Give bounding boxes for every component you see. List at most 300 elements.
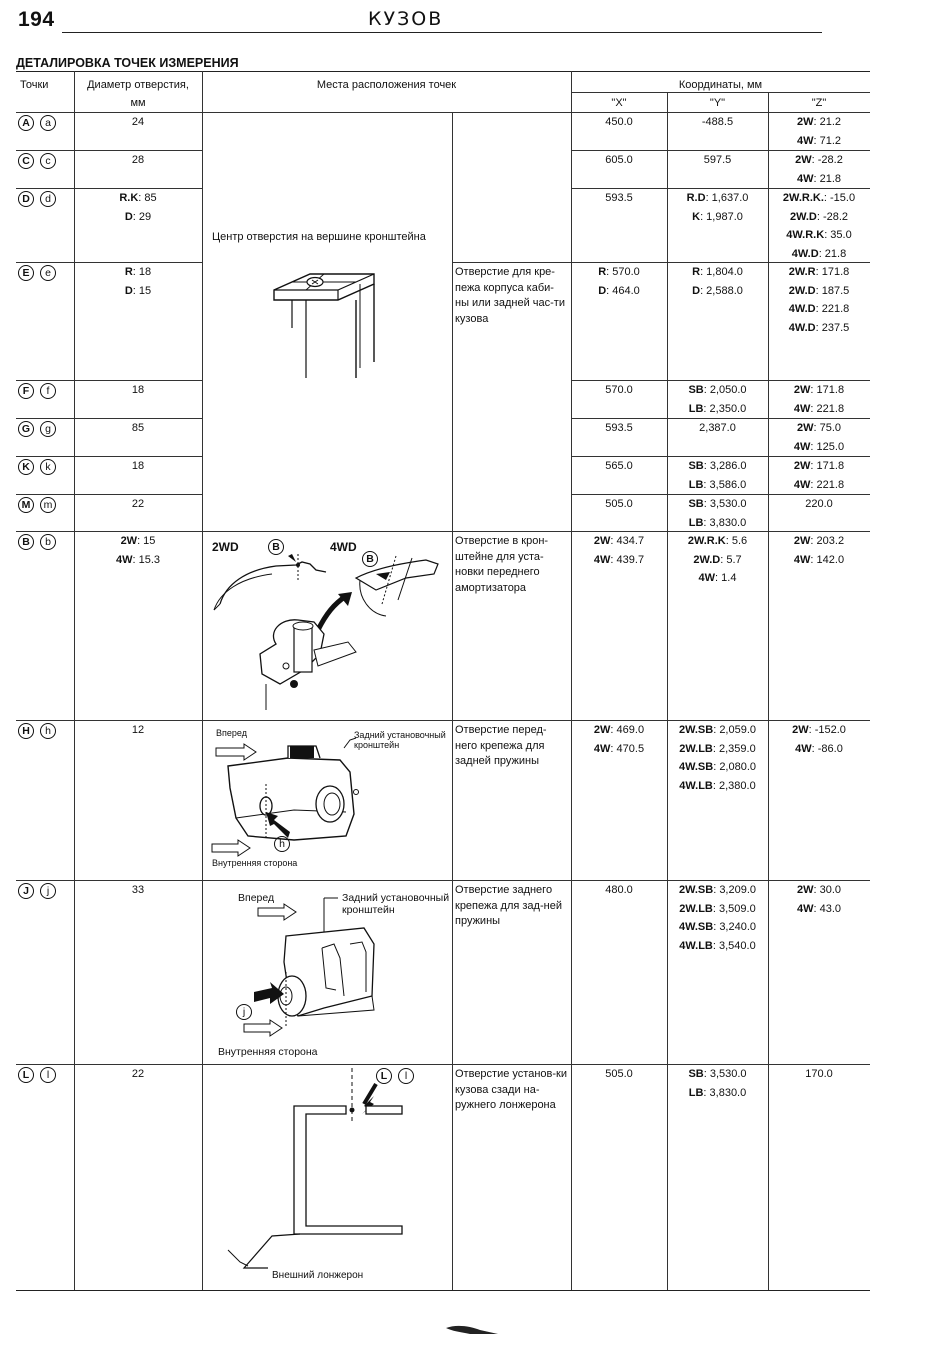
label-4wd: 4WD (330, 540, 357, 554)
marker-b-4wd (362, 551, 384, 567)
coord-x-cell (571, 721, 667, 758)
value-number: : 221.8 (810, 478, 845, 491)
value-line: -488.5 (701, 116, 734, 128)
point-lower-icon: d (40, 191, 56, 207)
value-code: 2W.SB (678, 724, 714, 736)
coord-z-cell (768, 381, 870, 418)
value-number: : 43.0 (813, 902, 842, 915)
value-line: 2,387.0 (699, 422, 736, 434)
location-description: Отверстие перед-него крепежа для задней пружины (455, 724, 547, 767)
point-d (18, 190, 62, 209)
coord-z-cell (768, 419, 870, 456)
grid-line (571, 71, 572, 1290)
value-line (667, 400, 768, 419)
coord-y-cell (667, 881, 768, 955)
value-code: 2W.R.K (687, 535, 726, 547)
location-description: Отверстие установ-ки кузова сзади на-ружнего лонжерона (455, 1068, 567, 1111)
value-code: D (124, 284, 133, 297)
point-m (18, 496, 62, 515)
coord-y-cell (667, 721, 768, 795)
value-number: : -28.2 (816, 210, 849, 223)
value-code: R (124, 266, 133, 278)
value-number: : 30.0 (813, 884, 842, 896)
point-lower-icon: f (40, 383, 56, 399)
value-code: 4W (795, 742, 812, 755)
value-line (667, 881, 768, 900)
value-line (667, 551, 768, 570)
point-upper-icon: A (18, 115, 34, 131)
value-number: : 75.0 (813, 422, 842, 434)
point-upper-icon: B (18, 534, 34, 550)
value-line: 22 (131, 498, 145, 510)
header-y: "Y" (709, 97, 726, 109)
value-number: : 2,359.0 (712, 742, 756, 755)
front-spring-mount-figure (208, 728, 452, 876)
coord-x-cell (571, 532, 667, 569)
value-line (74, 263, 202, 282)
value-line (768, 438, 870, 457)
title-rule (16, 71, 870, 72)
value-number: : 5.6 (725, 535, 748, 547)
value-number: : 469.0 (610, 724, 645, 736)
value-number: : 1,637.0 (705, 192, 749, 204)
value-code: 4W (796, 134, 814, 147)
grid-line (452, 531, 571, 532)
value-code: 4W.D (791, 247, 819, 260)
coord-y-cell (667, 381, 768, 418)
point-lower-icon: h (40, 723, 56, 739)
value-line: 597.5 (703, 154, 732, 166)
value-line (768, 170, 870, 189)
value-line: 24 (131, 116, 145, 128)
header-points: Точки (20, 79, 49, 91)
header-diameter: Диаметр отверстия, (87, 79, 189, 91)
value-number: : 187.5 (815, 284, 850, 297)
value-number: : 3,209.0 (713, 884, 757, 896)
value-line (768, 319, 870, 338)
value-code: 2W.D (788, 284, 816, 297)
value-line (768, 226, 870, 245)
value-code: 4W (115, 553, 133, 566)
coord-y-cell (667, 189, 768, 226)
value-code: 2W (795, 154, 812, 166)
coord-z-cell (768, 151, 870, 188)
coord-x-cell (571, 881, 667, 900)
value-line: 33 (131, 884, 145, 896)
value-line (768, 900, 870, 919)
diameter-cell (74, 532, 202, 569)
coord-z-cell (768, 189, 870, 263)
value-number: : 171.8 (810, 460, 845, 472)
point-f (18, 382, 62, 401)
value-code: 4W (793, 478, 811, 491)
value-number: : -86.0 (811, 742, 843, 755)
value-code: 4W (793, 440, 811, 453)
point-upper-icon: D (18, 191, 34, 207)
value-number: : 171.8 (810, 384, 845, 396)
value-number: : 2,080.0 (713, 761, 757, 773)
value-code: 2W (120, 535, 138, 547)
value-code: R (692, 266, 701, 278)
point-l (18, 1066, 62, 1085)
value-line (667, 777, 768, 796)
coord-y-cell (667, 1065, 768, 1102)
value-line: 565.0 (605, 460, 633, 472)
label-2wd: 2WD (212, 540, 239, 554)
marker-j-icon: j (236, 1004, 252, 1020)
value-code: 2W.R.K. (782, 192, 824, 204)
group-description-bracket-top: Центр отверстия на вершине кронштейна (212, 231, 426, 243)
value-number: : 2,050.0 (703, 384, 747, 396)
value-code: 4W.R.K (786, 229, 825, 241)
value-line (768, 300, 870, 319)
value-code: 4W.SB (678, 921, 714, 933)
value-line (667, 476, 768, 495)
label-inner-side-front: Внутренняя сторона (212, 858, 298, 868)
value-code: 2W.SB (678, 884, 714, 896)
marker-h (274, 836, 296, 852)
value-code: LB (688, 478, 704, 491)
value-line (768, 381, 870, 400)
value-number: : 2,350.0 (703, 402, 747, 415)
value-code: 4W (793, 402, 811, 415)
value-line (768, 245, 870, 264)
value-number: : 3,509.0 (712, 902, 756, 915)
value-line (667, 189, 768, 208)
value-line (571, 721, 667, 740)
value-code: 4W.D (788, 321, 816, 334)
point-upper-icon: M (18, 497, 34, 513)
coord-x-cell (571, 457, 667, 476)
marker-h-icon: h (274, 836, 290, 852)
value-number: : -15.0 (823, 192, 856, 204)
coord-x-cell (571, 263, 667, 300)
point-lower-icon: m (40, 497, 56, 513)
point-upper-icon: E (18, 265, 34, 281)
point-lower-icon: c (40, 153, 56, 169)
bracket-top-figure (268, 268, 388, 383)
value-line (768, 476, 870, 495)
value-number: : 3,530.0 (703, 1068, 747, 1080)
value-line (571, 551, 667, 570)
value-line (74, 282, 202, 301)
value-number: : 221.8 (815, 303, 850, 315)
coord-z-cell (768, 532, 870, 569)
coord-y-cell (667, 495, 768, 532)
value-number: : 3,830.0 (703, 516, 747, 529)
point-c (18, 152, 62, 171)
value-line (667, 208, 768, 227)
label-forward-front: Вперед (216, 728, 247, 738)
diameter-cell (74, 495, 202, 514)
value-line (768, 721, 870, 740)
value-line (667, 1084, 768, 1103)
header-rule (62, 32, 822, 33)
value-line: 170.0 (805, 1068, 833, 1080)
value-code: 2W (796, 884, 814, 896)
value-code: 2W (796, 116, 814, 128)
coord-y-cell (667, 457, 768, 494)
coord-y-cell (667, 263, 768, 300)
bottom-rule (16, 1290, 870, 1291)
value-number: : 439.7 (610, 553, 645, 566)
value-code: D (692, 284, 701, 297)
value-code: 4W (593, 742, 611, 755)
grid-line (74, 71, 75, 1290)
value-line: 480.0 (605, 884, 633, 896)
value-line: 18 (131, 384, 145, 396)
coord-y-cell (667, 151, 768, 170)
value-number: : 470.5 (610, 742, 645, 755)
marker-b-2wd (268, 539, 290, 555)
header-coordinates: Координаты, мм (678, 79, 763, 91)
point-e (18, 264, 62, 283)
point-lower-icon: e (40, 265, 56, 281)
value-code: 4W.D (788, 303, 816, 315)
value-number: : 3,540.0 (712, 939, 756, 952)
marker-b-icon: B (268, 539, 284, 555)
value-line (571, 282, 667, 301)
value-line (667, 758, 768, 777)
value-number: : 221.8 (810, 402, 845, 415)
point-upper-icon: G (18, 421, 34, 437)
header-z: "Z" (811, 97, 827, 109)
value-number: : 434.7 (610, 535, 645, 547)
value-number: : 2,588.0 (700, 284, 743, 297)
header-x: "X" (611, 97, 627, 109)
value-line: 570.0 (605, 384, 633, 396)
point-lower-icon: a (40, 115, 56, 131)
value-line: 22 (131, 1068, 145, 1080)
value-line (571, 532, 667, 551)
value-number: : 2,059.0 (713, 724, 757, 736)
value-line (667, 457, 768, 476)
value-line: 505.0 (605, 1068, 633, 1080)
diameter-cell (74, 1065, 202, 1084)
label-forward-rear: Вперед (238, 892, 275, 904)
value-code: SB (688, 384, 704, 396)
value-line (667, 263, 768, 282)
value-number: : 71.2 (813, 134, 842, 147)
value-number: : 237.5 (815, 321, 850, 334)
value-line (667, 721, 768, 740)
grid-line (452, 262, 571, 263)
value-code: 4W.SB (678, 761, 714, 773)
diameter-cell (74, 457, 202, 476)
value-line (768, 400, 870, 419)
value-code: K (692, 210, 701, 223)
diameter-cell (74, 151, 202, 170)
value-line (571, 740, 667, 759)
diameter-cell (74, 381, 202, 400)
point-upper-icon: J (18, 883, 34, 899)
value-line (768, 208, 870, 227)
value-line (667, 381, 768, 400)
value-number: : 85 (138, 192, 157, 204)
point-upper-icon: K (18, 459, 34, 475)
value-code: 2W (793, 384, 811, 396)
value-line (768, 881, 870, 900)
value-line (768, 263, 870, 282)
section-title: КУЗОВ (368, 8, 444, 30)
value-code: 4W.LB (679, 939, 713, 952)
coord-z-cell (768, 1065, 870, 1084)
value-line: 220.0 (805, 498, 833, 510)
value-line (667, 740, 768, 759)
shock-absorber-figure (206, 534, 450, 714)
value-number: : 203.2 (810, 535, 845, 547)
frame-rail-figure (224, 1066, 444, 1282)
value-line (74, 189, 202, 208)
value-line: 605.0 (605, 154, 633, 166)
coord-x-cell (571, 151, 667, 170)
value-line (667, 495, 768, 514)
value-code: 2W.D (789, 210, 817, 223)
value-code: R.K (119, 192, 139, 204)
value-line (74, 532, 202, 551)
marker-l (376, 1068, 420, 1084)
value-line (667, 569, 768, 588)
value-number: : 3,586.0 (703, 478, 747, 491)
page-number: 194 (18, 8, 55, 31)
marker-b-icon: B (362, 551, 378, 567)
value-number: : 1,987.0 (700, 210, 743, 223)
value-code: 2W.LB (679, 902, 713, 915)
value-code: 2W (793, 535, 811, 547)
header-diameter-unit: мм (130, 97, 146, 109)
label-bracket-front: Задний установочный кронштейн (354, 730, 446, 750)
value-number: : 21.2 (813, 116, 842, 128)
value-code: 2W.D (693, 553, 721, 566)
value-line (768, 132, 870, 151)
value-code: SB (688, 1068, 704, 1080)
value-number: : 3,530.0 (703, 498, 747, 510)
value-number: : 3,830.0 (703, 1086, 747, 1099)
point-lower-icon: b (40, 534, 56, 550)
group-description-cab-mount: Отверстие для кре-пежа корпуса каби-ны или задней час-ти кузова (455, 266, 565, 325)
coord-z-cell (768, 881, 870, 918)
point-upper-icon: L (18, 1067, 34, 1083)
diameter-cell (74, 721, 202, 740)
value-number: : 15 (132, 284, 152, 297)
value-line (768, 740, 870, 759)
label-bracket-rear: Задний установочный кронштейн (342, 892, 450, 916)
coord-z-cell (768, 113, 870, 150)
coord-z-cell (768, 263, 870, 337)
location-description: Отверстие заднего крепежа для зад-ней пружины (455, 884, 562, 927)
value-number: : 142.0 (810, 553, 845, 566)
coord-z-cell (768, 721, 870, 758)
value-code: 2W (593, 535, 611, 547)
value-code: 2W (792, 724, 809, 736)
marker-j (236, 1004, 258, 1020)
value-number: : 1.4 (715, 572, 737, 584)
value-number: : 1,804.0 (700, 266, 743, 278)
value-code: SB (688, 498, 704, 510)
value-code: SB (688, 460, 704, 472)
value-line: 12 (131, 724, 145, 736)
point-h (18, 722, 62, 741)
coord-x-cell (571, 381, 667, 400)
value-line (768, 457, 870, 476)
value-number: : 21.8 (813, 172, 842, 185)
value-number: : 5.7 (720, 553, 742, 566)
point-upper-icon: F (18, 383, 34, 399)
label-outer-frame: Внешний лонжерон (272, 1270, 364, 1281)
value-number: : 125.0 (810, 440, 845, 453)
point-lower-icon: j (40, 883, 56, 899)
value-number: : 21.8 (818, 247, 847, 260)
value-line: 28 (131, 154, 145, 166)
point-lower-icon: l (40, 1067, 56, 1083)
value-number: : 15.3 (132, 553, 161, 566)
coord-x-cell (571, 495, 667, 514)
value-number: : 35.0 (824, 229, 852, 241)
value-line: 85 (131, 422, 145, 434)
value-code: D (124, 210, 133, 223)
value-code: 4W (593, 553, 611, 566)
value-line (667, 918, 768, 937)
value-line (667, 282, 768, 301)
diameter-cell (74, 189, 202, 226)
value-line (768, 189, 870, 208)
coord-x-cell (571, 189, 667, 208)
value-number: : 3,286.0 (703, 460, 747, 472)
coord-z-cell (768, 495, 870, 514)
value-code: 4W (793, 553, 811, 566)
value-line (667, 937, 768, 956)
point-upper-icon: H (18, 723, 34, 739)
marker-l-upper-icon: L (376, 1068, 392, 1084)
grid-line (452, 112, 453, 531)
value-code: 4W (698, 572, 716, 584)
value-number: : 171.8 (815, 266, 850, 278)
value-number: : 570.0 (606, 266, 640, 278)
value-line (667, 532, 768, 551)
point-lower-icon: k (40, 459, 56, 475)
label-inner-side-rear: Внутренняя сторона (218, 1046, 318, 1058)
value-code: R.D (686, 192, 706, 204)
coord-x-cell (571, 1065, 667, 1084)
coord-z-cell (768, 457, 870, 494)
value-line: 450.0 (605, 116, 633, 128)
value-code: R (598, 266, 607, 278)
grid-line (452, 531, 453, 1290)
value-code: 2W (593, 724, 611, 736)
value-code: 4W.LB (679, 779, 713, 792)
header-locations: Места расположения точек (316, 79, 457, 91)
location-description: Отверстие в крон-штейне для уста-новки переднего амортизатора (455, 535, 549, 594)
diameter-cell (74, 263, 202, 300)
value-number: : -28.2 (811, 154, 843, 166)
value-line (74, 208, 202, 227)
diameter-cell (74, 419, 202, 438)
value-number: : -152.0 (808, 724, 846, 736)
coord-y-cell (667, 532, 768, 588)
point-k (18, 458, 62, 477)
value-line: 593.5 (605, 422, 633, 434)
value-code: 2W.LB (679, 742, 713, 755)
value-line (768, 551, 870, 570)
grid-line (202, 71, 203, 1290)
point-j (18, 882, 62, 901)
value-code: LB (688, 402, 704, 415)
value-code: 2W (793, 460, 811, 472)
value-line (768, 282, 870, 301)
point-lower-icon: g (40, 421, 56, 437)
value-number: : 18 (132, 266, 152, 278)
coord-x-cell (571, 419, 667, 438)
